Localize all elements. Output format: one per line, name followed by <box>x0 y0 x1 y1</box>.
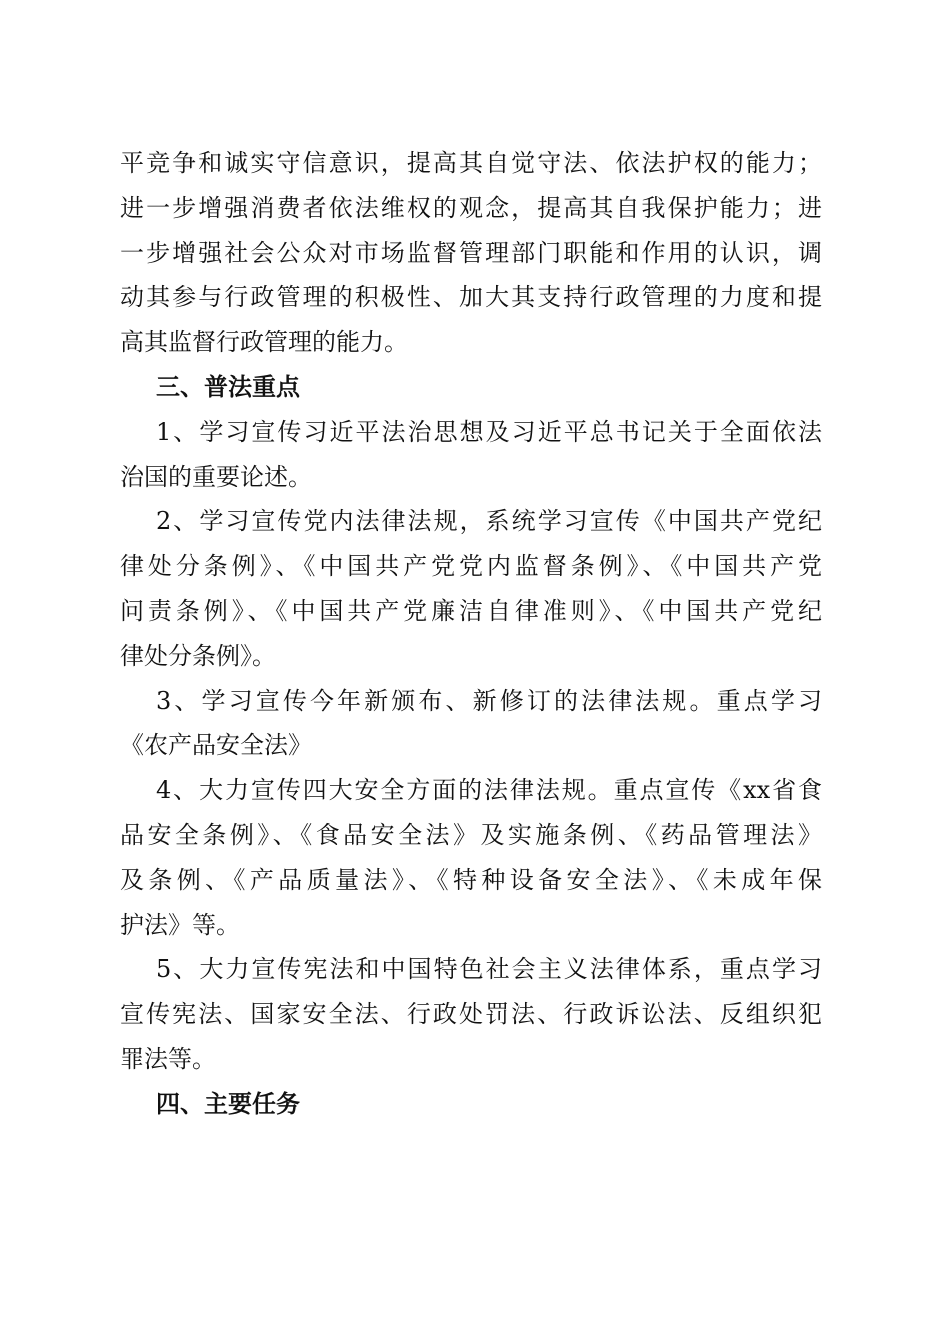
text-line: 进一步增强消费者依法维权的观念，提高其自我保护能力；进 <box>120 193 822 222</box>
section-heading <box>120 365 822 410</box>
text-line: 四、主要任务 <box>156 1088 300 1118</box>
paragraph <box>120 768 822 947</box>
text-line: 5、大力宣传宪法和中国特色社会主义法律体系，重点学习 <box>156 955 822 984</box>
text-line: 治国的重要论述。 <box>120 462 312 491</box>
text-line: 问责条例》、《中国共产党廉洁自律准则》、《中国共产党纪 <box>120 596 822 625</box>
paragraph <box>120 679 822 769</box>
section-heading <box>120 1082 822 1127</box>
text-line: 品安全条例》、《食品安全法》及实施条例、《药品管理法》 <box>120 820 822 849</box>
text-line: 《农产品安全法》 <box>120 731 312 760</box>
paragraph <box>120 141 822 365</box>
paragraph <box>120 410 822 500</box>
text-line: 高其监督行政管理的能力。 <box>120 328 408 357</box>
text-line: 宣传宪法、国家安全法、行政处罚法、行政诉讼法、反组织犯 <box>120 1000 822 1029</box>
text-line: 3、学习宣传今年新颁布、新修订的法律法规。重点学习 <box>156 686 822 715</box>
text-line: 平竞争和诚实守信意识，提高其自觉守法、依法护权的能力； <box>120 149 822 177</box>
text-line: 律处分条例》、《中国共产党党内监督条例》、《中国共产党 <box>120 552 822 581</box>
text-line: 罪法等。 <box>120 1044 216 1073</box>
text-line: 三、普法重点 <box>156 371 300 401</box>
text-line: 一步增强社会公众对市场监督管理部门职能和作用的认识，调 <box>120 238 822 267</box>
text-line: 4、大力宣传四大安全方面的法律法规。重点宣传《xx省食 <box>156 776 822 805</box>
text-line: 律处分条例》。 <box>120 641 276 670</box>
text-line: 动其参与行政管理的积极性、加大其支持行政管理的力度和提 <box>120 283 822 312</box>
paragraph <box>120 947 822 1081</box>
paragraph <box>120 499 822 678</box>
text-line: 1、学习宣传习近平法治思想及习近平总书记关于全面依法 <box>156 417 822 446</box>
document-page <box>120 141 822 1127</box>
text-line: 2、学习宣传党内法律法规，系统学习宣传《中国共产党纪 <box>156 507 822 536</box>
text-line: 及条例、《产品质量法》、《特种设备安全法》、《未成年保 <box>120 865 822 894</box>
text-line: 护法》等。 <box>120 910 240 939</box>
